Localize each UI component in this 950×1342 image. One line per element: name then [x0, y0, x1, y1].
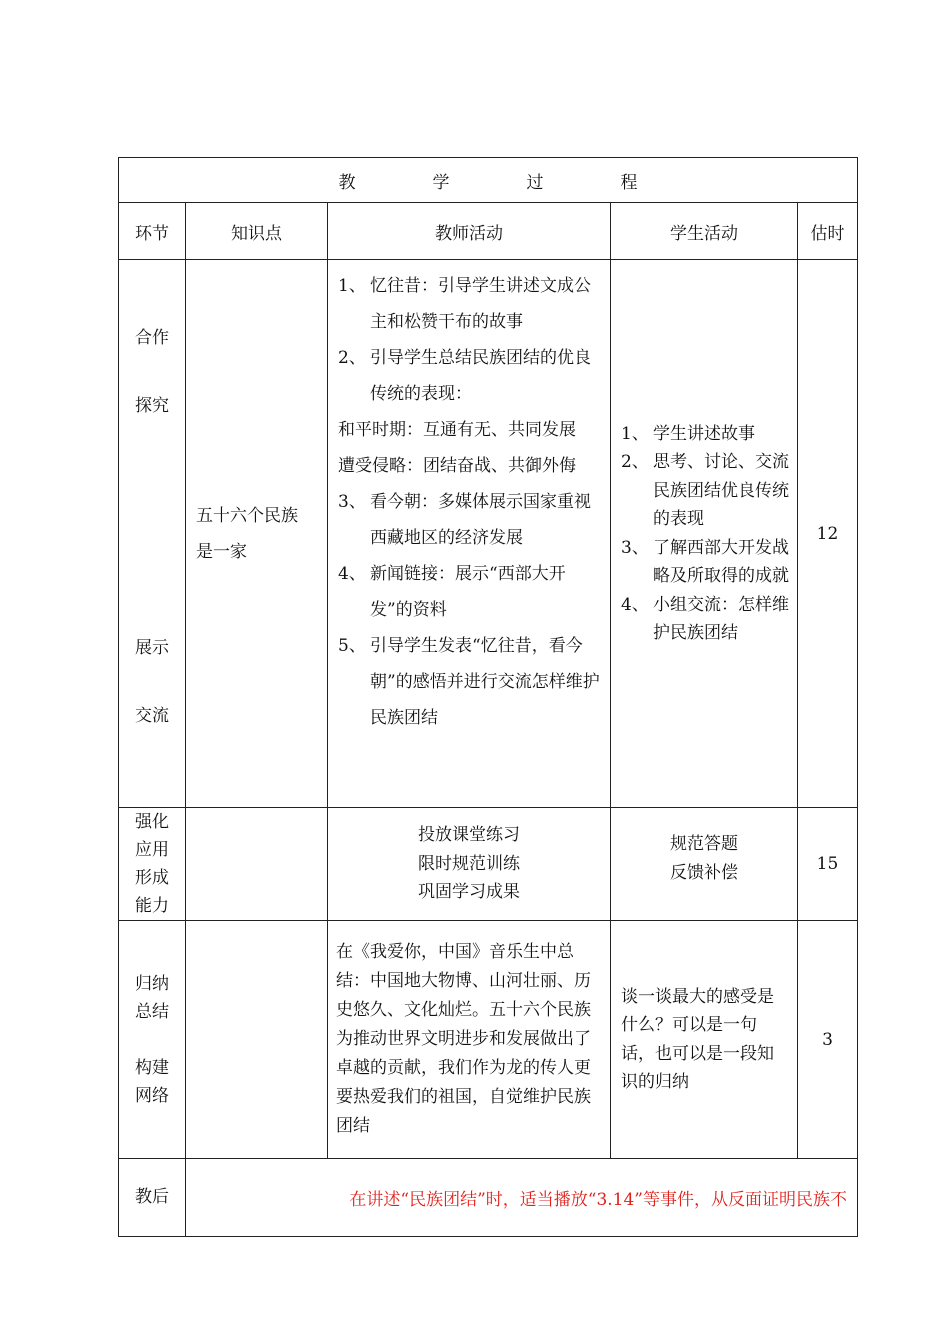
phase-label-line: 总结: [135, 1001, 169, 1022]
header-knowledge: 知识点: [186, 203, 328, 260]
list-item: [338, 484, 604, 556]
list-item-number: 1、: [338, 276, 366, 296]
phase-label-line: 探究: [135, 396, 169, 416]
list-item-text: 遭受侵略：团结奋战、共御外侮: [338, 456, 576, 476]
teacher-activity: 在《我爱你，中国》音乐生中总结：中国地大物博、山河壮丽、历史悠久、文化灿烂。五十六个民族为推动世界文明进步和发展做出了卓越的贡献，我们作为龙的传人更要热爱我们的祖国，自觉维护民族团结: [328, 921, 611, 1159]
list-item-number: 2、: [338, 348, 366, 368]
teacher-activity: [328, 260, 611, 808]
list-item: [621, 534, 789, 591]
list-item-text: 引导学生发表“忆往昔，看今朝”的感悟并进行交流怎样维护民族团结: [370, 636, 600, 728]
header-phase: 环节: [119, 203, 186, 260]
header-time: 估时: [798, 203, 858, 260]
knowledge-point-empty: [186, 808, 328, 921]
phase-label-line: 形成: [135, 868, 169, 888]
list-item: [338, 412, 604, 448]
list-item: [338, 628, 604, 736]
list-item-text: 新闻链接：展示“西部大开发”的资料: [370, 564, 566, 620]
list-item-text: 思考、讨论、交流民族团结优良传统的表现: [653, 452, 789, 529]
list-item-number: 5、: [338, 636, 366, 656]
phase-label-line: 交流: [135, 706, 169, 726]
student-activity: [611, 260, 798, 808]
teacher-activity-list: [338, 268, 604, 736]
phase-summary: [119, 921, 186, 1159]
list-item-text: 忆往昔：引导学生讲述文成公主和松赞干布的故事: [370, 276, 591, 332]
phase-label-line: 能力: [135, 896, 169, 916]
knowledge-point-empty: [186, 921, 328, 1159]
list-item-number: 4、: [338, 564, 366, 584]
list-item: [338, 448, 604, 484]
knowledge-line: 五十六个民族: [196, 505, 298, 526]
list-item: [621, 448, 789, 534]
list-item-text: 学生讲述故事: [653, 423, 755, 444]
phase-strengthen: [119, 808, 186, 921]
phase-label-line: 构建: [135, 1057, 169, 1078]
student-activity: 谈一谈最大的感受是什么？可以是一句话，也可以是一段知识的归纳: [611, 921, 798, 1159]
activity-line: 巩固学习成果: [418, 882, 520, 903]
phase-after-class: 教后: [119, 1159, 186, 1237]
list-item: [621, 591, 789, 648]
phase-label-line: 展示: [135, 638, 169, 658]
list-item-text: 看今朝：多媒体展示国家重视西藏地区的经济发展: [370, 492, 591, 548]
activity-line: 反馈补偿: [670, 862, 738, 883]
list-item-text: 和平时期：互通有无、共同发展: [338, 420, 576, 440]
list-item-text: 引导学生总结民族团结的优良传统的表现：: [370, 348, 591, 404]
time-estimate: 3: [798, 921, 858, 1159]
list-item: [338, 340, 604, 412]
phase-label-line: 网络: [135, 1085, 169, 1106]
list-item-number: 3、: [338, 492, 366, 512]
after-class-note: 在讲述“民族团结”时，适当播放“3.14”等事件，从反面证明民族不: [186, 1159, 858, 1237]
list-item: [338, 556, 604, 628]
phase-label-line: 强化: [135, 812, 169, 832]
knowledge-point: [186, 260, 328, 808]
student-activity: [611, 808, 798, 921]
activity-line: 投放课堂练习: [418, 825, 520, 846]
header-teacher: 教师活动: [328, 203, 611, 260]
phase-label-line: 归纳: [135, 973, 169, 994]
list-item-number: 4、: [621, 594, 649, 615]
phase-label-line: 应用: [135, 840, 169, 860]
activity-line: 规范答题: [670, 834, 738, 854]
phase-label-line: [119, 1026, 185, 1054]
phase-label-line: 合作: [135, 328, 169, 348]
student-activity-list: [621, 420, 789, 648]
table-title: 教 学 过 程: [119, 158, 858, 203]
teacher-activity: [328, 808, 611, 921]
list-item: [621, 420, 789, 449]
list-item-number: 3、: [621, 537, 649, 558]
phase-cooperate-explore: [119, 260, 186, 808]
list-item: [338, 268, 604, 340]
header-student: 学生活动: [611, 203, 798, 260]
list-item-text: 小组交流：怎样维护民族团结: [653, 594, 789, 643]
list-item-number: 2、: [621, 452, 649, 472]
knowledge-line: 是一家: [196, 541, 247, 562]
time-estimate: 12: [798, 260, 858, 808]
list-item-text: 了解西部大开发战略及所取得的成就: [653, 537, 789, 586]
teaching-process-table: [118, 157, 858, 1237]
activity-line: 限时规范训练: [418, 853, 520, 874]
list-item-number: 1、: [621, 423, 649, 444]
time-estimate: 15: [798, 808, 858, 921]
